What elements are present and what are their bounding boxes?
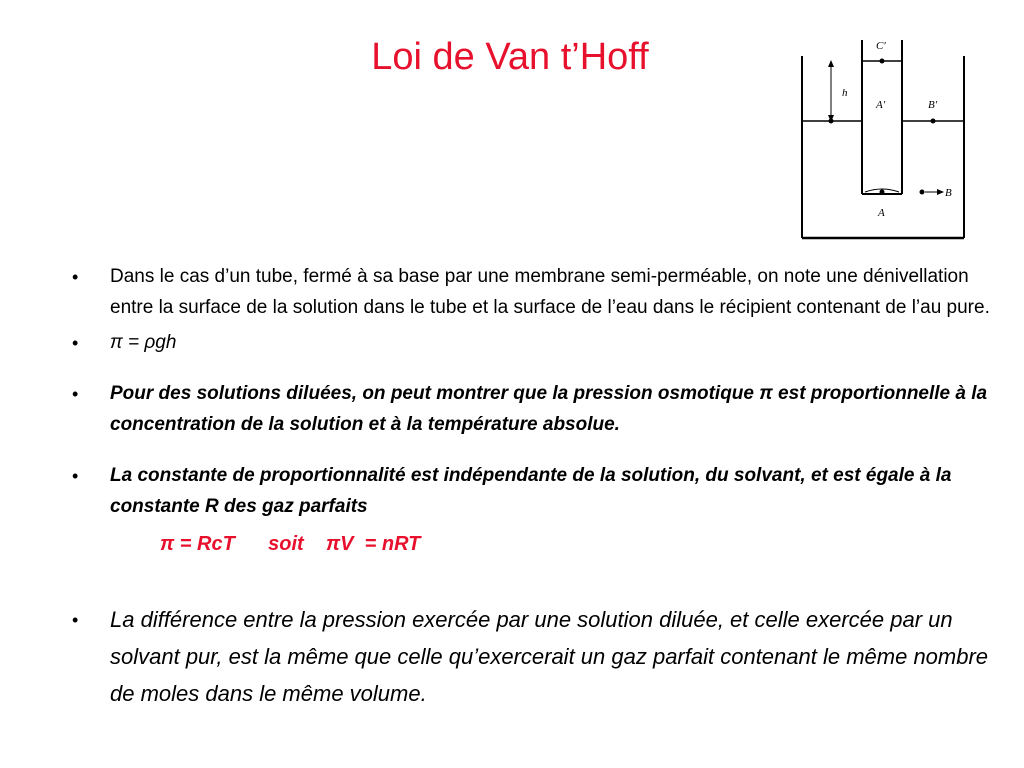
bullet-dot: • <box>72 466 79 486</box>
point-water-left <box>829 119 834 124</box>
bullet-item <box>70 379 990 441</box>
bullet-dot: • <box>72 267 79 287</box>
bullet-text: La différence entre la pression exercée par une solution diluée, et celle exercée par un solvant pur, est la même que celle qu’exercerait un gaz parfait contenant le même nombre de moles dans le même volume. <box>110 607 989 706</box>
label-c-prime: C′ <box>876 40 886 52</box>
bullet-dot: • <box>72 610 79 630</box>
osmosis-diagram <box>790 36 980 248</box>
bullet-item <box>70 328 990 359</box>
point-c-prime <box>880 59 885 64</box>
bullet-item <box>70 262 990 324</box>
bullet-item <box>70 603 990 714</box>
point-a <box>880 190 885 195</box>
bullet-list <box>70 262 990 714</box>
label-b: B <box>945 187 952 199</box>
bullet-text: Dans le cas d’un tube, fermé à sa base par une membrane semi-perméable, on note une dénivellation entre la surface de la solution dans le tube et la surface de l’eau dans le récipient contenant de l’au pure. <box>110 266 990 318</box>
bullet-dot: • <box>72 384 79 404</box>
label-b-prime: B′ <box>928 99 938 111</box>
pressure-equation: π = ρgh <box>110 332 177 353</box>
bullet-text: La constante de proportionnalité est indépendante de la solution, du solvant, et est égale à la constante R des gaz parfaits <box>110 465 952 517</box>
label-a-prime: A′ <box>876 99 886 111</box>
label-h: h <box>842 87 848 99</box>
b-arrow-head <box>937 189 944 195</box>
van-t-hoff-formula: π = RcT soit πV = nRT <box>160 533 421 555</box>
point-b-prime <box>931 119 936 124</box>
label-a: A <box>878 207 885 219</box>
point-b <box>920 190 925 195</box>
bullet-text: Pour des solutions diluées, on peut montrer que la pression osmotique π est proportionnelle à la concentration de la solution et à la température absolue. <box>110 383 988 435</box>
bullet-item <box>70 461 990 559</box>
slide-title: Loi de Van t’Hoff <box>371 36 649 78</box>
bullet-dot: • <box>72 333 79 353</box>
height-arrow-top-head <box>828 60 834 67</box>
